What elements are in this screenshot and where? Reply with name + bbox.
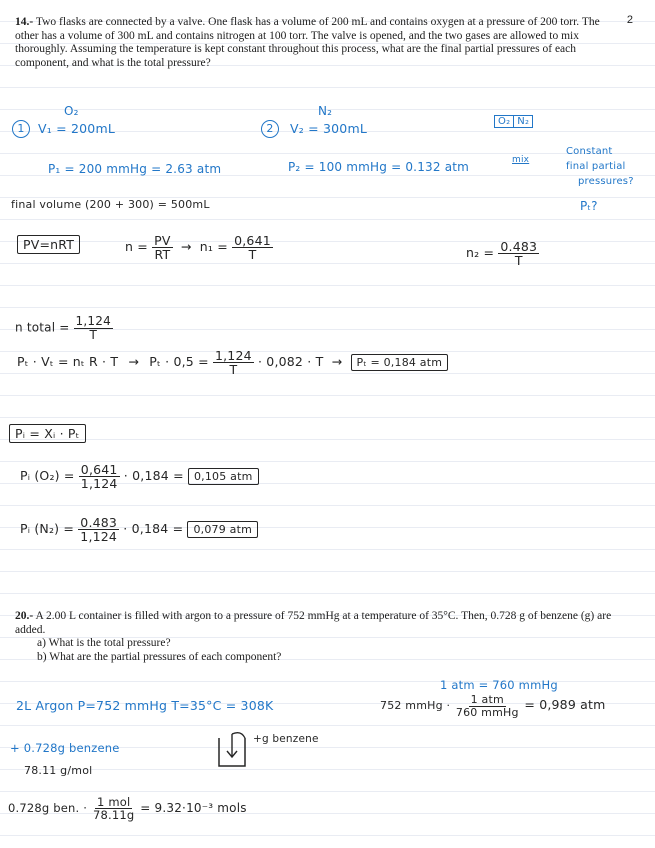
conv-top: 1 atm = 760 mmHg bbox=[440, 678, 558, 692]
note-constant: Constant bbox=[566, 146, 613, 157]
p2-value: P₂ = 100 mmHg = 0.132 atm bbox=[288, 160, 470, 174]
flask-label: +g benzene bbox=[253, 733, 319, 745]
circle-1: 1 bbox=[12, 117, 30, 138]
v1-value: V₁ = 200mL bbox=[38, 121, 115, 136]
benzene-line: + 0.728g benzene bbox=[10, 741, 120, 755]
problem-20-number: 20.- bbox=[15, 610, 34, 622]
mix-diagram bbox=[494, 116, 533, 127]
problem-14-number: 14.- bbox=[15, 16, 34, 28]
o2-label: O₂ bbox=[64, 104, 79, 118]
note-pressures: pressures? bbox=[578, 176, 634, 187]
p1-value: P₁ = 200 mmHg = 2.63 atm bbox=[48, 162, 222, 176]
final-volume: final volume (200 + 300) = 500mL bbox=[11, 198, 210, 211]
mix-label: mix bbox=[512, 155, 530, 165]
problem-20-a: a) What is the total pressure? bbox=[37, 637, 171, 650]
n2-label: N₂ bbox=[318, 104, 333, 118]
pt-equation: Pₜ · Vₜ = nₜ R · T → Pₜ · 0,5 = $\frac{1,124}{T}$ · 0,082 · T → Pₜ = 0,184 atm bbox=[17, 349, 448, 376]
pi-n2: Pᵢ (N₂) = $\frac{0.483}{1,124}$ · 0,184 = 0,079 atm bbox=[20, 516, 258, 543]
n-total: n total = $\frac{1,124}{T}$ bbox=[15, 314, 111, 342]
pi-formula: Pᵢ = Xᵢ · Pₜ bbox=[9, 426, 86, 441]
v2-value: V₂ = 300mL bbox=[290, 121, 367, 136]
problem-14 bbox=[15, 16, 615, 70]
n-equation: n = $\frac{PV}{RT}$ → n₁ = $\frac{0,641}{T}$ bbox=[125, 233, 271, 263]
note-final-partial: final partial bbox=[566, 161, 626, 172]
pi-o2: Pᵢ (O₂) = $\frac{0,641}{1,124}$ · 0,184 = 0,105 atm bbox=[20, 463, 259, 490]
mol-calc: 0.728g ben. · $\frac{\text{1 mol}}{78.11g}$ = 9.32·10⁻³ mols bbox=[8, 795, 247, 823]
note-pt: Pₜ? bbox=[580, 199, 598, 213]
argon-line: 2L Argon P=752 mmHg T=35°C = 308K bbox=[16, 698, 274, 713]
pvnrt-box: PV=nRT bbox=[17, 237, 80, 252]
circle-2: 2 bbox=[261, 117, 279, 138]
mix-n2: N₂ bbox=[514, 115, 533, 128]
problem-20-b: b) What are the partial pressures of each component? bbox=[37, 650, 282, 663]
problem-20-text: A 2.00 L container is filled with argon to a pressure of 752 mmHg at a temperature of 35°C. Then, 0.728 g of benzene (g) are added. bbox=[15, 610, 612, 636]
pi-o2-result: 0,105 atm bbox=[188, 468, 259, 485]
molar-mass: 78.11 g/mol bbox=[24, 764, 93, 777]
problem-20 bbox=[15, 610, 615, 664]
problem-14-text: Two flasks are connected by a valve. One flask has a volume of 200 mL and contains oxygen at a pressure of 200 torr. The other has a volume of 300 mL and contains nitrogen at 100 torr. The valve is opened, and the two gases are allowed to mix thoroughly. Assuming the temperature is kept constant throughout this process, what are the final partial pressures of each component, and what is the total pressure? bbox=[15, 16, 600, 69]
conv-line: 752 mmHg · $\frac{\text{1 atm}}{\text{760 mmHg}}$ = 0,989 atm bbox=[380, 693, 606, 719]
n1-numerator: 0,641 bbox=[234, 233, 271, 248]
mix-o2: O₂ bbox=[494, 115, 514, 128]
n2-equation: n₂ = $\frac{0.483}{T}$ bbox=[466, 239, 538, 269]
page-number: 2 bbox=[626, 14, 633, 26]
n2-numerator: 0.483 bbox=[500, 239, 538, 254]
pi-n2-result: 0,079 atm bbox=[187, 521, 258, 538]
flask-icon bbox=[215, 730, 251, 770]
pt-result: Pₜ = 0,184 atm bbox=[351, 354, 449, 371]
